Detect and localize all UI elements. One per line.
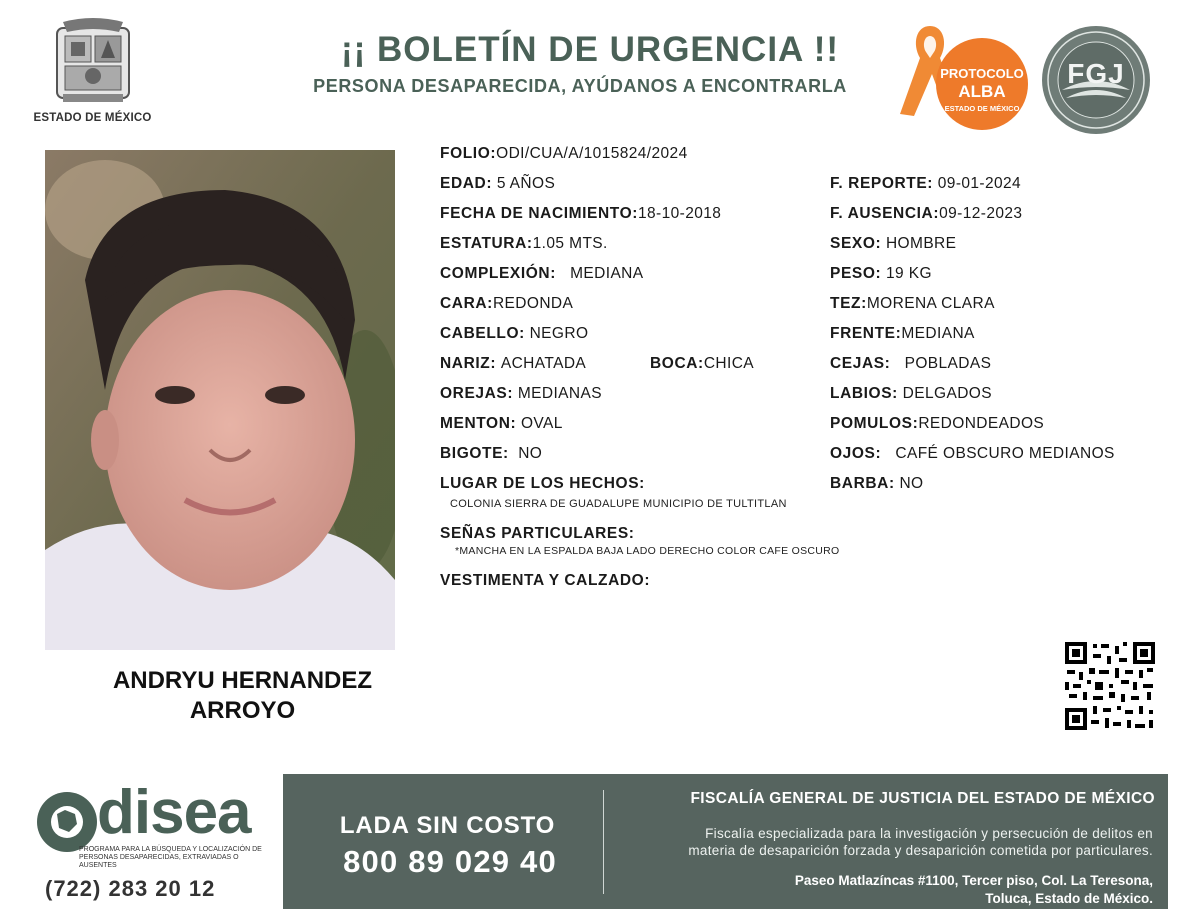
- field-value: MORENA CLARA: [866, 295, 995, 312]
- bulletin-title: ¡¡ BOLETÍN DE URGENCIA !!: [340, 30, 840, 69]
- fiscalia-description: [610, 825, 1153, 859]
- field-value: MEDIANA: [570, 265, 644, 282]
- field-label: LUGAR DE LOS HECHOS:: [440, 475, 645, 492]
- field-value: 19 KG: [885, 265, 932, 282]
- field-value: REDONDEADOS: [918, 415, 1045, 432]
- field-label: FOLIO:: [440, 145, 497, 162]
- field-f-reporte: [830, 175, 1021, 193]
- field-fecha-nacimiento: [440, 205, 721, 223]
- field-label: SEXO:: [830, 235, 882, 252]
- fiscalia-desc-line1: Fiscalía especializada para la investigación y persecución de delitos en: [705, 826, 1153, 841]
- person-name: [70, 666, 415, 726]
- field-frente: [830, 325, 975, 343]
- field-labios: [830, 385, 992, 403]
- field-label: SEÑAS PARTICULARES:: [440, 525, 635, 542]
- person-name-line1: ANDRYU HERNANDEZ: [112, 667, 373, 694]
- odisea-logo: [35, 778, 275, 873]
- bulletin-subtitle: PERSONA DESAPARECIDA, AYÚDANOS A ENCONTRARLA: [313, 76, 847, 96]
- field-cabello: [440, 325, 588, 343]
- field-value: 5 AÑOS: [496, 175, 556, 192]
- field-vestimenta: [440, 572, 650, 590]
- lada-label: LADA SIN COSTO: [339, 812, 556, 839]
- lada-number[interactable]: 800 89 029 40: [343, 844, 557, 879]
- alba-line2: ALBA: [958, 82, 1006, 101]
- field-label: OJOS:: [830, 445, 882, 462]
- field-label: BIGOTE:: [440, 445, 509, 462]
- field-f-ausencia: [830, 205, 1022, 223]
- address-line1: Paseo Matlazíncas #1100, Tercer piso, Col. La Teresona,: [794, 873, 1153, 888]
- field-sexo: [830, 235, 956, 253]
- field-value: ACHATADA: [500, 355, 587, 372]
- field-folio: [440, 145, 688, 163]
- field-label: PESO:: [830, 265, 882, 282]
- field-senas-value: *MANCHA EN LA ESPALDA BAJA LADO DERECHO COLOR CAFE OSCURO: [455, 545, 840, 557]
- field-value: OVAL: [520, 415, 563, 432]
- field-value: 18-10-2018: [638, 205, 722, 222]
- field-tez: [830, 295, 995, 313]
- field-menton: [440, 415, 563, 433]
- alba-line1: PROTOCOLO: [940, 66, 1024, 81]
- field-label: NARIZ:: [440, 355, 497, 372]
- field-value: POBLADAS: [904, 355, 992, 372]
- protocolo-alba-badge: [898, 22, 1030, 132]
- field-bigote: [440, 445, 542, 463]
- field-edad: [440, 175, 555, 193]
- field-barba: [830, 475, 924, 493]
- field-label: COMPLEXIÓN:: [440, 265, 556, 282]
- field-value: REDONDA: [492, 295, 574, 312]
- field-value: 1.05 MTS.: [532, 235, 608, 252]
- fgj-text: FGJ: [1067, 58, 1125, 89]
- field-complexion: [440, 265, 644, 283]
- field-label: OREJAS:: [440, 385, 514, 402]
- field-label: BARBA:: [830, 475, 895, 492]
- person-photo: [45, 150, 395, 650]
- estado-de-mexico-logo: [30, 18, 155, 130]
- field-lugar-label: [440, 475, 645, 493]
- field-label: TEZ:: [830, 295, 867, 312]
- field-senas-label: [440, 525, 635, 543]
- field-ojos: [830, 445, 1115, 463]
- field-label: FECHA DE NACIMIENTO:: [440, 205, 638, 222]
- field-label: BOCA:: [650, 355, 704, 372]
- field-pomulos: [830, 415, 1044, 433]
- fgj-logo: [1040, 24, 1152, 136]
- field-label: FRENTE:: [830, 325, 902, 342]
- odisea-tagline: PROGRAMA PARA LA BÚSQUEDA Y LOCALIZACIÓN DE PERSONAS DESAPARECIDAS, EXTRAVIADAS O AUSENTES: [79, 846, 262, 869]
- field-label: CEJAS:: [830, 355, 891, 372]
- qr-code-icon: [1063, 640, 1157, 732]
- field-value: NO: [899, 475, 924, 492]
- field-cejas: [830, 355, 991, 373]
- fiscalia-address: [610, 872, 1153, 908]
- field-nariz: [440, 355, 586, 373]
- field-value: CAFÉ OBSCURO MEDIANOS: [895, 445, 1115, 462]
- footer-divider: [603, 790, 604, 894]
- odisea-phone: (722) 283 20 12: [45, 876, 216, 901]
- field-label: CARA:: [440, 295, 493, 312]
- odisea-wordmark: disea: [97, 778, 251, 847]
- field-value: MEDIANAS: [517, 385, 602, 402]
- field-label: F. AUSENCIA:: [830, 205, 940, 222]
- alba-line3: ESTADO DE MÉXICO: [944, 104, 1020, 113]
- field-value: ODI/CUA/A/1015824/2024: [496, 145, 688, 162]
- field-orejas: [440, 385, 602, 403]
- field-value: MEDIANA: [901, 325, 975, 342]
- field-value: 09-12-2023: [939, 205, 1023, 222]
- address-line2: Toluca, Estado de México.: [985, 891, 1153, 906]
- field-peso: [830, 265, 932, 283]
- field-label: F. REPORTE:: [830, 175, 934, 192]
- field-value: 09-01-2024: [937, 175, 1022, 192]
- field-boca: [650, 355, 754, 373]
- field-label: LABIOS:: [830, 385, 898, 402]
- field-label: MENTON:: [440, 415, 517, 432]
- fiscalia-desc-line2: materia de desaparición forzada y desaparición cometida por particulares.: [688, 843, 1153, 858]
- field-cara: [440, 295, 573, 313]
- fiscalia-name: FISCALÍA GENERAL DE JUSTICIA DEL ESTADO DE MÉXICO: [690, 790, 1155, 807]
- field-value: NEGRO: [529, 325, 589, 342]
- field-lugar-value: COLONIA SIERRA DE GUADALUPE MUNICIPIO DE TULTITLAN: [450, 498, 787, 510]
- field-label: VESTIMENTA Y CALZADO:: [440, 572, 651, 589]
- state-label: ESTADO DE MÉXICO: [33, 112, 152, 124]
- field-label: ESTATURA:: [440, 235, 533, 252]
- qr-code[interactable]: [1063, 640, 1157, 732]
- field-label: CABELLO:: [440, 325, 525, 342]
- person-name-line2: ARROYO: [189, 697, 296, 724]
- field-label: POMULOS:: [830, 415, 919, 432]
- field-value: HOMBRE: [885, 235, 957, 252]
- field-estatura: [440, 235, 608, 253]
- field-value: CHICA: [703, 355, 755, 372]
- field-value: NO: [518, 445, 543, 462]
- person-photo-image: [45, 150, 395, 650]
- field-value: DELGADOS: [902, 385, 992, 402]
- coat-of-arms-icon: [53, 18, 133, 106]
- field-label: EDAD:: [440, 175, 493, 192]
